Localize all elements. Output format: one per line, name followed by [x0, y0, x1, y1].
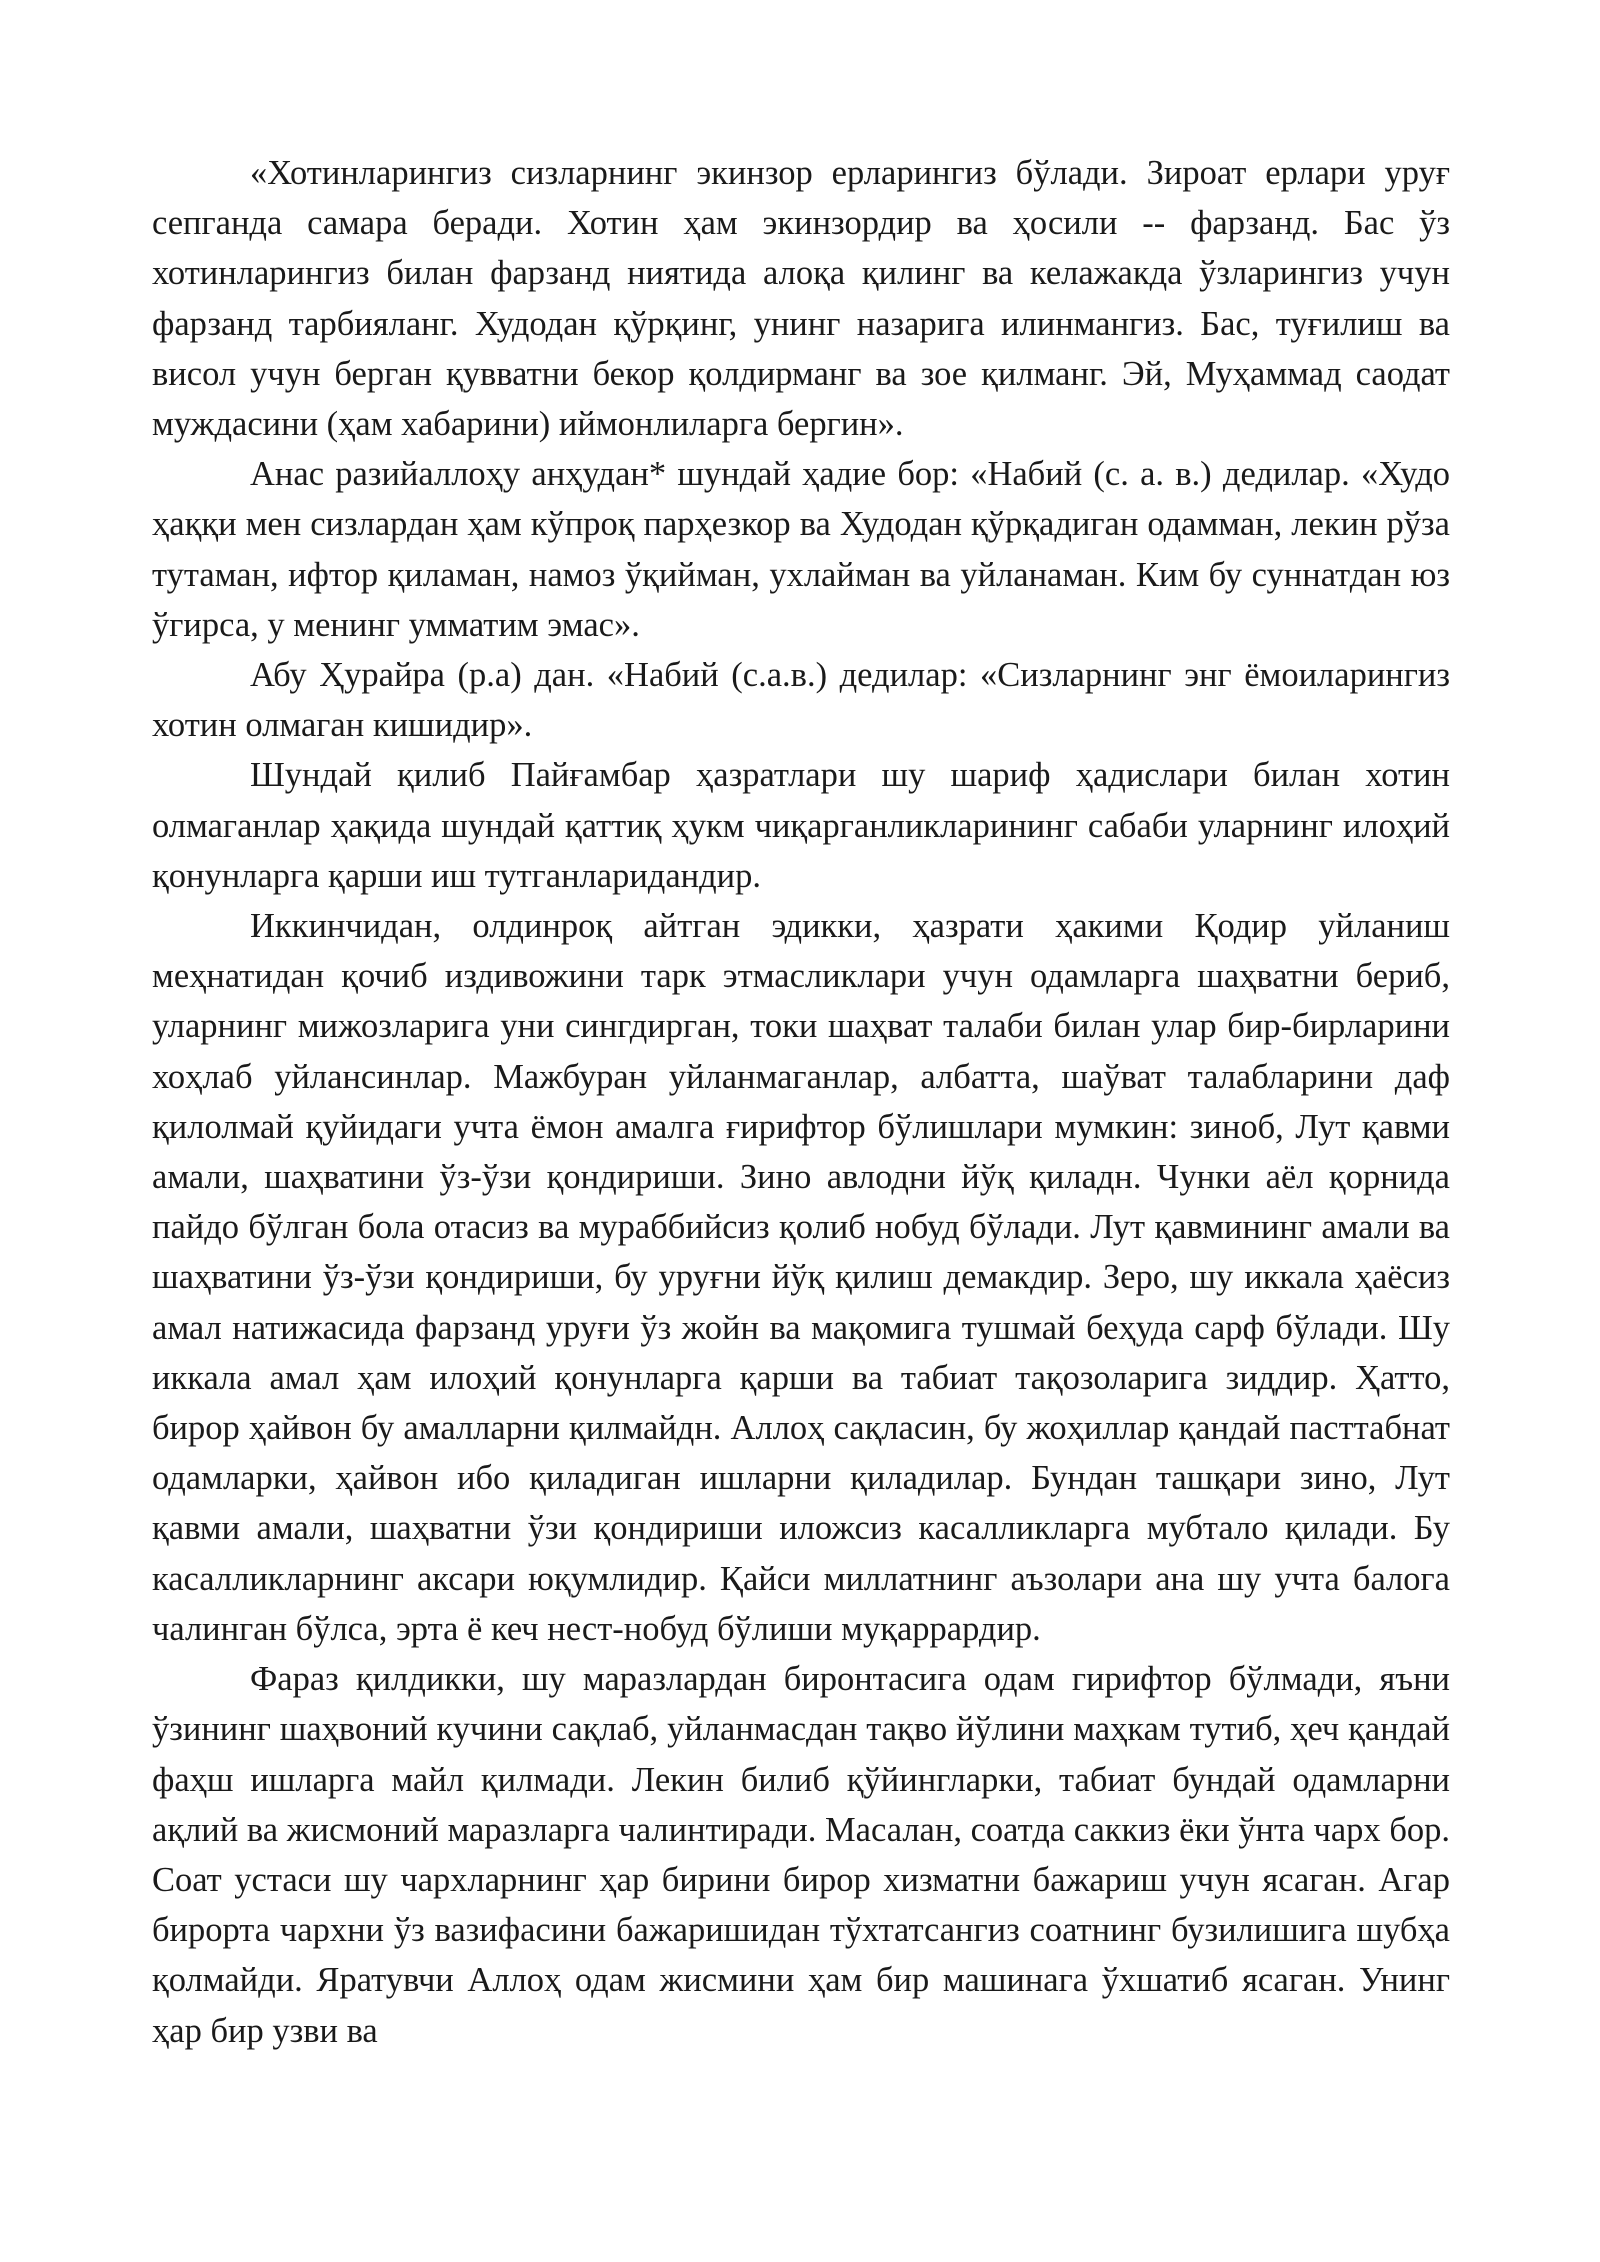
paragraph-2: Анас разийаллоҳу анҳудан* шундай ҳадие бор: «Набий (с. а. в.) дедилар. «Худо ҳаққи мен сизлардан ҳам кўпроқ парҳезкор ва Худодан қўрқадиган одамман, лекин рўза тутаман, ифтор қиламан, намоз ўқийман, ухлайман ва уйланаман. Ким бу суннатдан юз ўгирса, у менинг умматим эмас».	[152, 455, 1450, 644]
paragraph-3: Абу Ҳурайра (р.а) дан. «Набий (с.а.в.) дедилар: «Сизларнинг энг ёмоиларингиз хотин олмаган кишидир».	[152, 656, 1450, 745]
paragraph-4: Шундай қилиб Пайғамбар ҳазратлари шу шариф ҳадислари билан хотин олмаганлар ҳақида шундай қаттиқ ҳукм чиқарганликларининг сабаби уларнинг илоҳий қонунларга қарши иш тутганларидандир.	[152, 756, 1450, 895]
paragraph-6: Фараз қилдикки, шу маразлардан биронтасига одам гирифтор бўлмади, яъни ўзининг шаҳвоний кучини сақлаб, уйланмасдан тақво йўлини маҳкам тутиб, ҳеч қандай фаҳш ишларга майл қилмади. Лекин билиб қўйингларки, табиат бундай одамларни ақлий ва жисмоний маразларга чалинтиради. Масалан, соатда саккиз ёки ўнта чарх бор. Соат устаси шу чархларнинг ҳар бирини бирор хизматни бажариш учун ясаган. Агар бирорта чархни ўз вазифасини бажаришидан тўхтатсангиз соатнинг бузилишига шубҳа қолмайди. Яратувчи Аллоҳ одам жисмини ҳам бир машинага ўхшатиб ясаган. Унинг ҳар бир узви ва	[152, 1660, 1450, 2050]
paragraph-5: Иккинчидан, олдинроқ айтган эдикки, ҳазрати ҳакими Қодир уйланиш меҳнатидан қочиб издивожини тарк этмасликлари учун одамларга шаҳватни бериб, уларнинг мижозларига уни сингдирган, токи шаҳват талаби билан улар бир-бирларини хоҳлаб уйлансинлар. Мажбуран уйланмаганлар, албатта, шаўват талабларини даф қилолмай қуйидаги учта ёмон амалга ғирифтор бўлишлари мумкин: зиноб, Лут қавми амали, шаҳватини ўз-ўзи қондириши. Зино авлодни йўқ қиладн. Чунки аёл қорнида пайдо бўлган бола отасиз ва мураббийсиз қолиб нобуд бўлади. Лут қавмининг амали ва шаҳватини ўз-ўзи қондириши, бу уруғни йўқ қилиш демакдир. Зеро, шу иккала ҳаёсиз амал натижасида фарзанд уруғи ўз жойн ва мақомига тушмай беҳуда сарф бўлади. Шу иккала амал ҳам илоҳий қонунларга қарши ва табиат тақозоларига зиддир. Ҳатто, бирор ҳайвон бу амалларни қилмайдн. Аллоҳ сақласин, бу жоҳиллар қандай пасттабнат одамларки, ҳайвон ибо қиладиган ишларни қиладилар. Бундан ташқари зино, Лут қавми амали, шаҳватни ўзи қондириши иложсиз касалликларга мубтало қилади. Бу касалликларнинг аксари юқумлидир. Қайси миллатнинг аъзолари ана шу учта балога чалинган бўлса, эрта ё кеч нест-нобуд бўлиши муқаррардир.	[152, 907, 1450, 1648]
document-body	[152, 148, 1450, 2056]
paragraph-1: «Хотинларингиз сизларнинг экинзор ерларингиз бўлади. Зироат ерлари уруғ сепганда самара беради. Хотин ҳам экинзордир ва ҳосили -- фарзанд. Бас ўз хотинларингиз билан фарзанд ниятида алоқа қилинг ва келажакда ўзларингиз учун фарзанд тарбияланг. Худодан қўрқинг, унинг назарига илинмангиз. Бас, туғилиш ва висол учун берган қувватни бекор қолдирманг ва зое қилманг. Эй, Муҳаммад саодат муждасини (ҳам хабарини) иймонлиларга бергин».	[152, 154, 1450, 444]
